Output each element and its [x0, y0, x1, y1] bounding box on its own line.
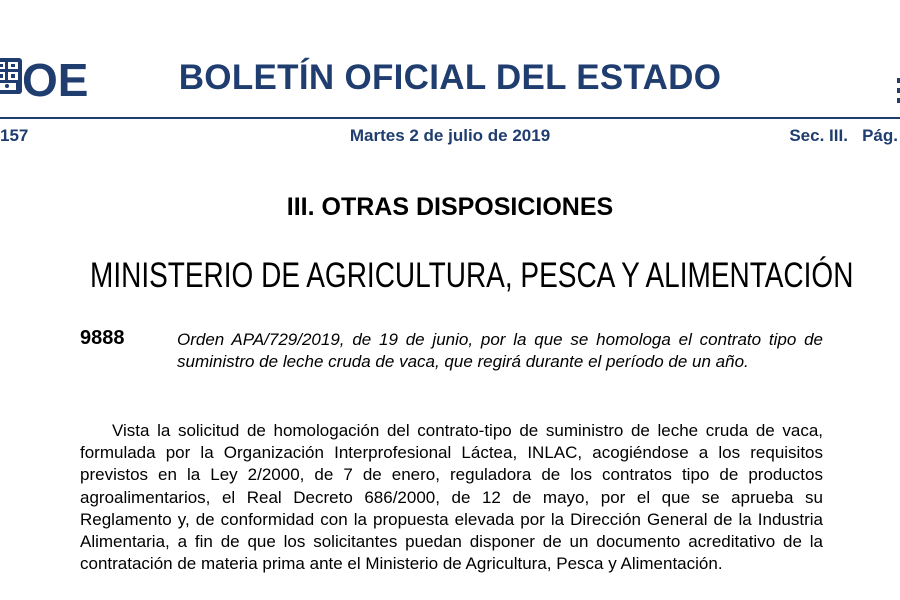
- ministry-title: MINISTERIO DE AGRICULTURA, PESCA Y ALIMENTACIÓN: [90, 256, 854, 295]
- section-title: III. OTRAS DISPOSICIONES: [286, 193, 614, 221]
- body-paragraph: Vista la solicitud de homologación del contrato-tipo de suministro de leche cruda de vaca, formulada por la Organización Interprofesional Láctea, INLAC, acogiéndose a los requisitos previstos en la Ley 2/2000, de 7 de enero, reguladora de los contratos tipo de productos agroalimentarios, el Real Decreto 686/2000, de 12 de mayo, por el que se aprueba su Reglamento y, de conformidad con la propuesta elevada por la Dirección General de la Industria Alimentaria, a fin de que los solicitantes puedan disponer de un documento acreditativo de la contratación de materia prima ante el Ministerio de Agricultura, Pesca y Alimentación.: [80, 421, 823, 574]
- bulletin-title: BOLETÍN OFICIAL DEL ESTADO: [178, 58, 722, 97]
- issue-date: Martes 2 de julio de 2019: [349, 126, 551, 145]
- section-page: [789, 126, 898, 146]
- issue-number: 157: [0, 126, 29, 145]
- order-number: 9888: [80, 327, 125, 349]
- order-title: Orden APA/729/2019, de 19 de junio, por la que se homologa el contrato tipo de suministro de leche cruda de vaca, que regirá durante el período de un año.: [177, 330, 823, 371]
- section-label: Sec. III.: [789, 126, 848, 145]
- logo-letters: OE: [22, 54, 89, 106]
- page-label: Pág.: [862, 126, 898, 145]
- header-rule: [0, 117, 900, 119]
